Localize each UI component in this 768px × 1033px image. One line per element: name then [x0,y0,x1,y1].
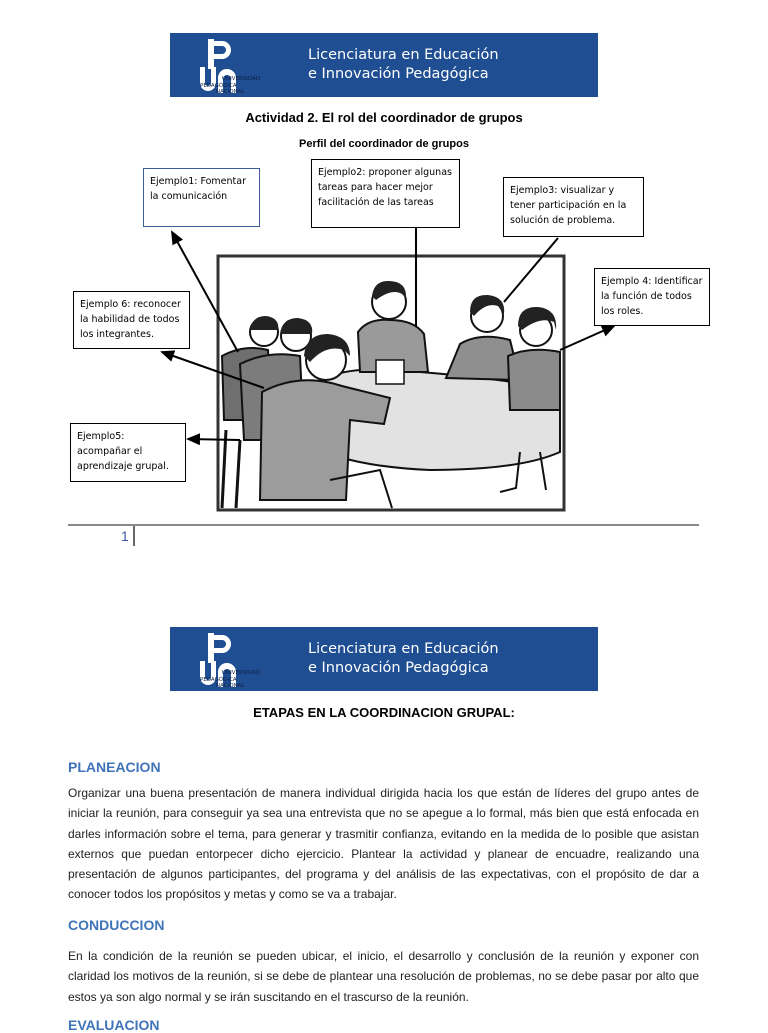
svg-text:NACIONAL: NACIONAL [216,683,245,689]
example-box-3: Ejemplo3: visualizar y tener participación en la solución de problema. [503,177,644,237]
meeting-picture [218,256,564,510]
example-box-1: Ejemplo1: Fomentar la comunicación [143,168,260,227]
banner-title-line2: e Innovación Pedagógica [308,66,489,82]
section-text-planeacion: Organizar una buena presentación de manera individual dirigida hacia los que están de líderes del grupo antes de iniciar la reunión, para conseguir ya sea una entrevista que no se apegue a lo formal, más bien que está enfocada en darles información sobre el tema, para generar y trasmitir confianza, evitando en la medida de lo posible que asistan externos que puedan entorpecer dicho ejercicio. Plantear la actividad y planear de encuadre, realizando una presentación de algunos participantes, del programa y del análisis de las expectativas, con el propósito de dar a conocer todos los propósitos y metas y como se va a trabajar. [68,786,699,902]
section-heading-conduccion: CONDUCCION [68,917,165,933]
svg-text:UNIVERSIDAD: UNIVERSIDAD [222,670,261,676]
page-number: 1 [121,528,129,544]
example-box-6: Ejemplo 6: reconocer la habilidad de todos los integrantes. [73,291,190,349]
svg-text:PEDAGÓGICA: PEDAGÓGICA [200,83,237,89]
example-box-4: Ejemplo 4: Identificar la función de todos los roles. [594,268,710,326]
example-box-2: Ejemplo2: proponer algunas tareas para hacer mejor facilitación de las tareas [311,159,460,228]
page-number-bar [133,526,135,546]
arrow-ex4 [560,326,614,350]
page2-title: ETAPAS EN LA COORDINACION GRUPAL: [253,705,515,720]
banner-title-line1: Licenciatura en Educación [308,641,499,657]
svg-text:NACIONAL: NACIONAL [216,89,245,95]
page-title: Actividad 2. El rol del coordinador de grupos [245,110,523,125]
banner-title-line1: Licenciatura en Educación [308,47,499,63]
footer-divider [68,524,699,526]
page-subtitle: Perfil del coordinador de grupos [299,138,469,150]
section-heading-planeacion: PLANEACION [68,759,161,775]
upn-logo [196,631,276,689]
svg-text:PEDAGÓGICA: PEDAGÓGICA [200,677,237,683]
header-banner-page2 [170,627,598,691]
section-heading-evaluacion: EVALUACION [68,1017,160,1033]
section-text-conduccion: En la condición de la reunión se pueden ubicar, el inicio, el desarrollo y conclusión de la reunión y exponer con claridad los motivos de la reunión, si se debe de plantear una resolución de problemas, no se debe pasar por alto que estos ya son algo normal y se irán suscitando en el trascurso de la reunión. [68,949,699,1004]
example-box-5: Ejemplo5: acompañar el aprendizaje grupal. [70,423,186,482]
banner-title-line2: e Innovación Pedagógica [308,660,489,676]
arrow-ex5 [188,439,240,440]
svg-text:UNIVERSIDAD: UNIVERSIDAD [222,76,261,82]
